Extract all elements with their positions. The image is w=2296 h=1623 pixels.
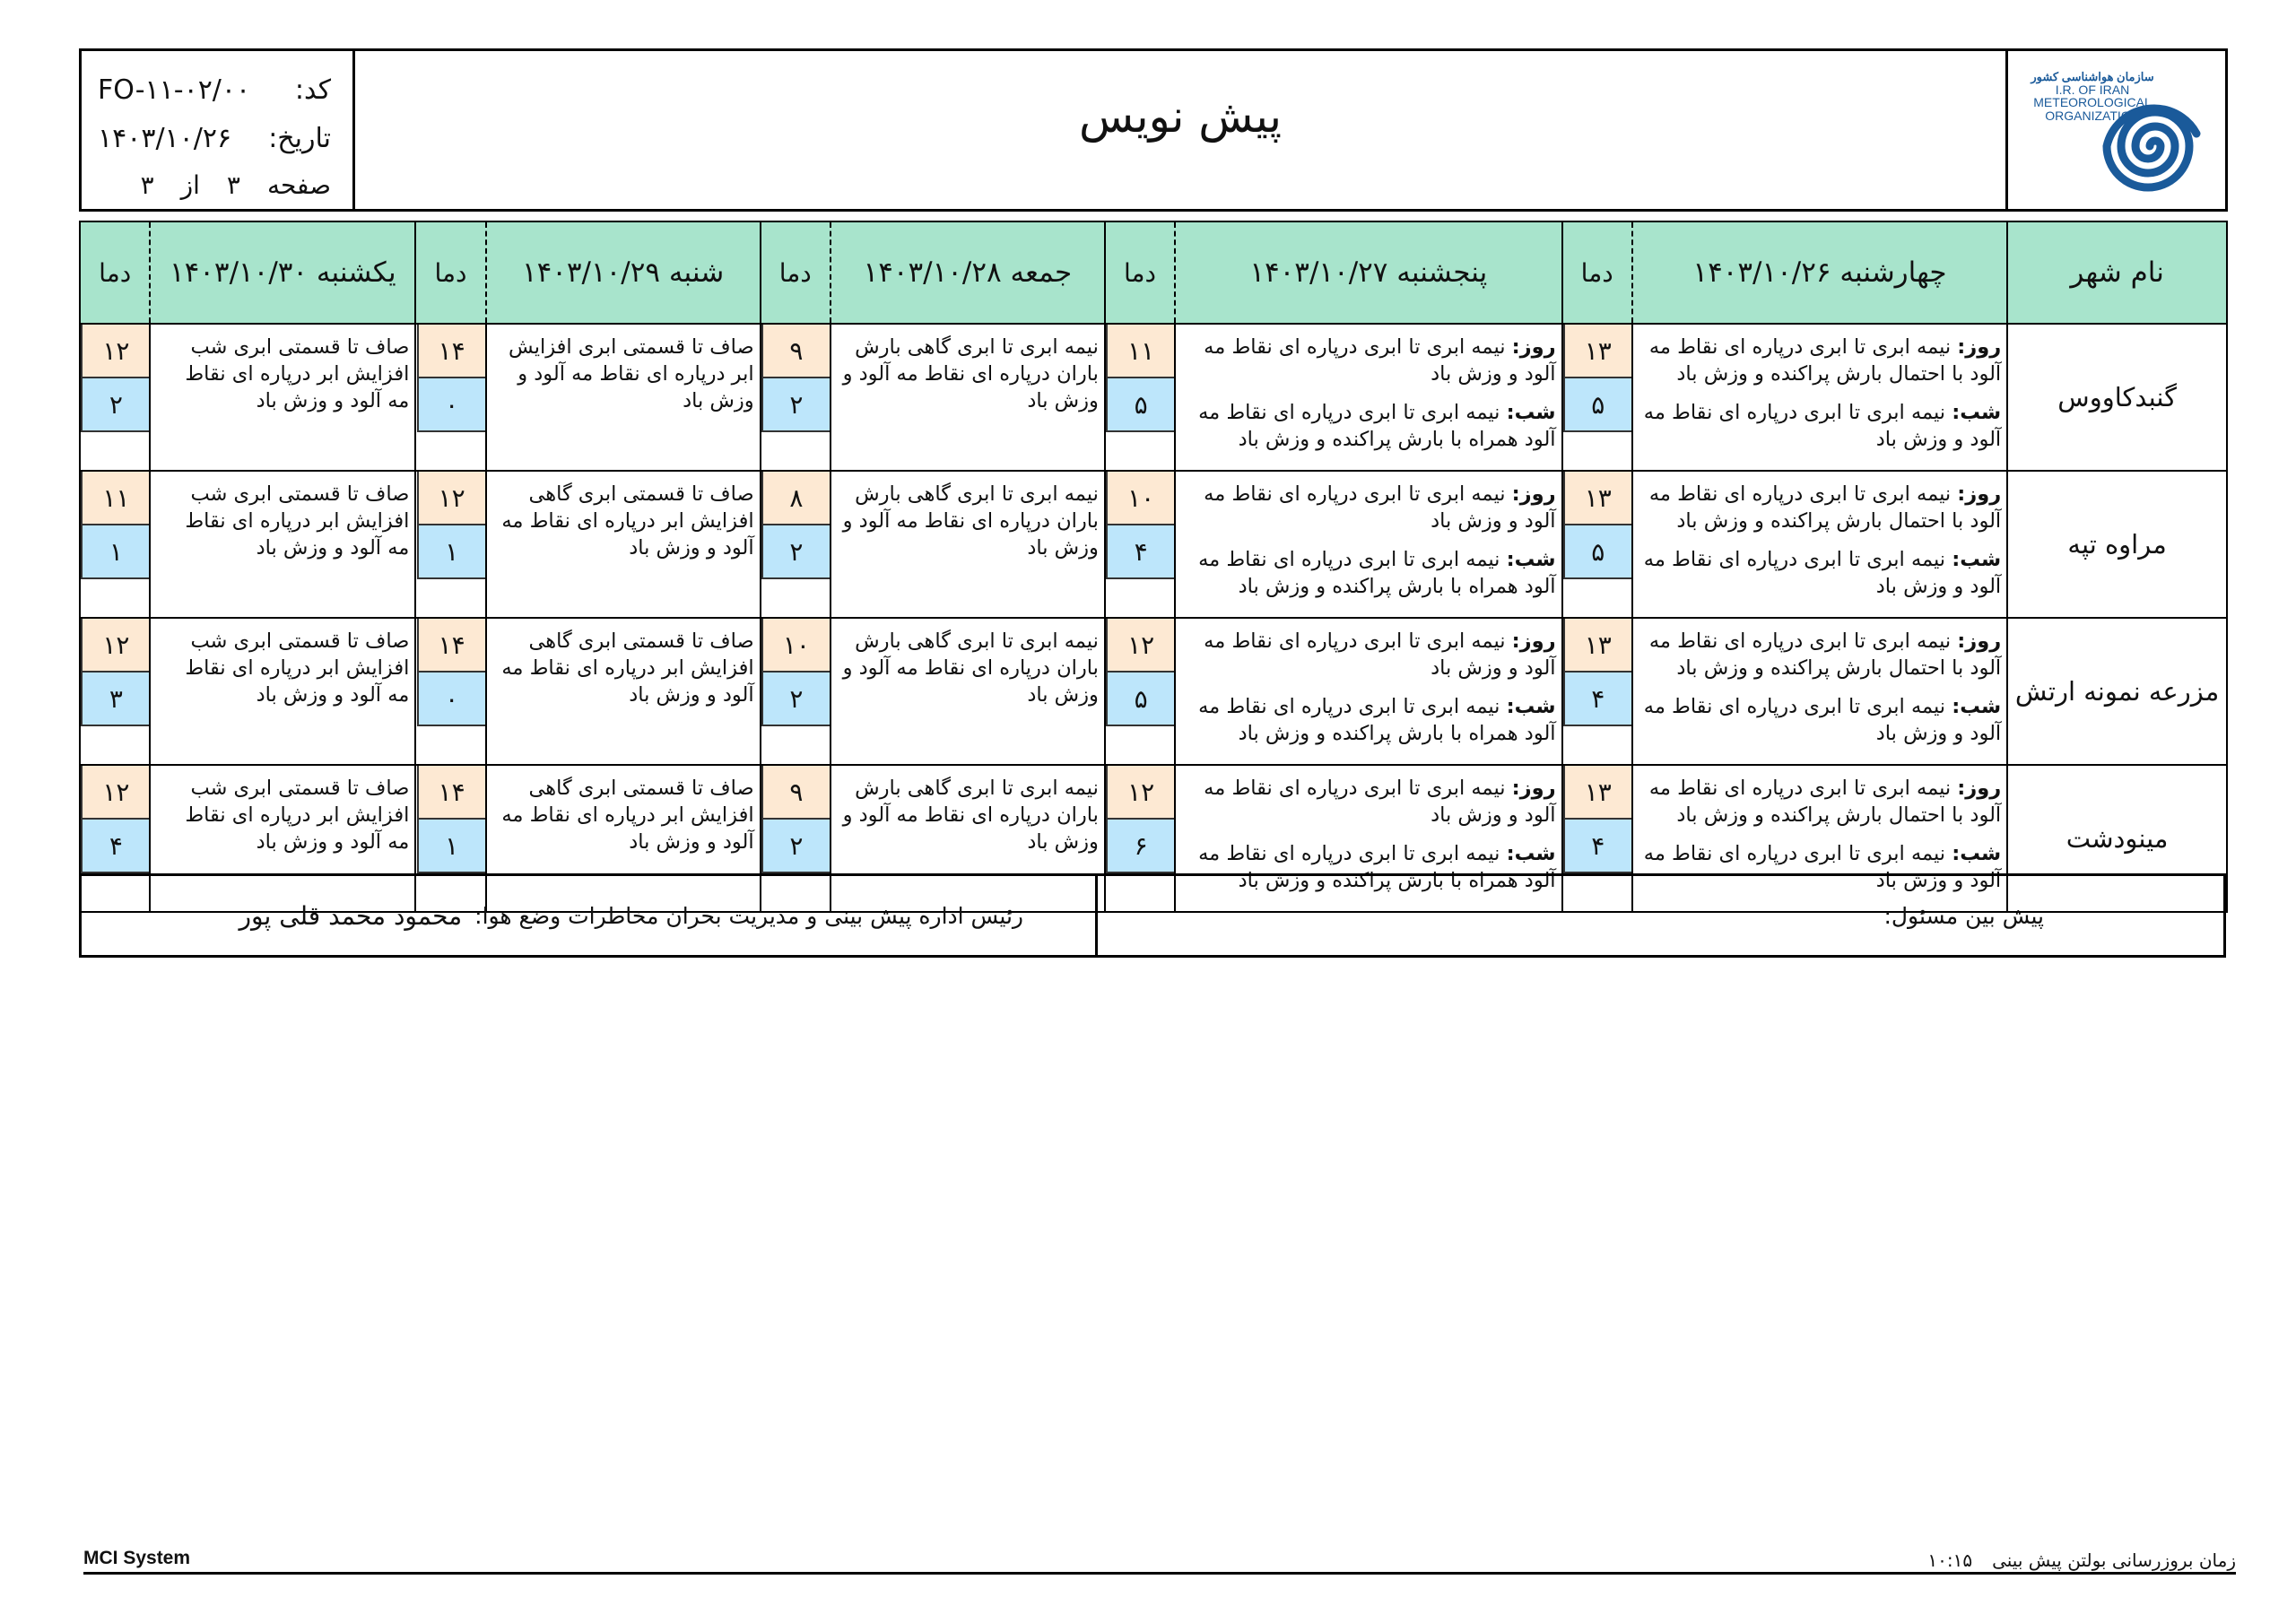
max-temp: ۱۳ (1563, 325, 1631, 378)
day-forecast: نیمه ابری تا ابری درپاره ای نقاط مه آلود با احتمال بارش پراکنده و وزش باد (1648, 335, 2002, 386)
day-label: روز: (1511, 777, 1556, 800)
temperature-cell (415, 324, 485, 471)
min-temp: ۱ (417, 820, 485, 873)
max-temp: ۱۲ (417, 472, 485, 525)
temp-header: دما (1562, 221, 1632, 324)
forecast-cell (486, 618, 761, 765)
day-label: روز: (1957, 482, 2002, 506)
max-temp: ۸ (761, 472, 830, 525)
city-name: مزرعه نمونه ارتش (2007, 618, 2227, 765)
max-temp: ۱۰ (761, 619, 830, 673)
day-header: پنجشنبه ۱۴۰۳/۱۰/۲۷ (1175, 221, 1561, 324)
document-title: پیش نویس (1078, 91, 1283, 143)
night-forecast: نیمه ابری تا ابری درپاره ای نقاط مه آلود همراه با بارش پراکنده و وزش باد (1198, 842, 1556, 892)
min-temp: ۲ (761, 673, 830, 726)
table-row (80, 471, 2227, 618)
max-temp: ۹ (761, 325, 830, 378)
night-label: شب: (1506, 842, 1556, 865)
temperature-cell (415, 471, 485, 618)
min-temp: ۳ (81, 673, 149, 726)
max-temp: ۱۴ (417, 325, 485, 378)
code-value: FO-۱۱-۰۲/۰۰ (98, 74, 251, 106)
min-temp: ۵ (1563, 525, 1631, 579)
min-temp: ۲ (761, 820, 830, 873)
temperature-cell (1105, 324, 1175, 471)
day-label: روز: (1511, 629, 1556, 653)
night-forecast: نیمه ابری تا ابری درپاره ای نقاط مه آلود همراه با بارش پراکنده و وزش باد (1198, 548, 1556, 598)
document-info (82, 51, 355, 209)
page-total: ۳ (140, 169, 154, 200)
forecaster-section (1095, 876, 2223, 955)
table-row (80, 618, 2227, 765)
logo-en-line1: I.R. OF IRAN (2055, 82, 2130, 97)
forecast-cell (1632, 324, 2007, 471)
page-row (98, 162, 331, 207)
forecast-text: نیمه ابری تا ابری گاهی بارش باران درپاره ای نقاط مه آلود و وزش باد (842, 629, 1099, 707)
temperature-cell (80, 471, 150, 618)
temperature-cell (761, 618, 831, 765)
night-forecast: نیمه ابری تا ابری درپاره ای نقاط مه آلود و وزش باد (1643, 401, 2002, 451)
forecast-cell (831, 618, 1105, 765)
signature-box (79, 873, 2226, 958)
head-name: محمود محمد قلی پور (239, 900, 463, 931)
city-name: گنبدکاووس (2007, 324, 2227, 471)
temperature-cell (761, 324, 831, 471)
min-temp: ۰ (417, 378, 485, 432)
min-temp: ۰ (417, 673, 485, 726)
date-row (98, 114, 331, 162)
day-header: جمعه ۱۴۰۳/۱۰/۲۸ (831, 221, 1105, 324)
forecast-text: صاف تا قسمتی ابری گاهی افزایش ابر درپاره ای نقاط مه آلود و وزش باد (501, 482, 754, 560)
forecast-cell (1632, 618, 2007, 765)
min-temp: ۲ (761, 378, 830, 432)
system-name: MCI System (83, 1548, 191, 1568)
temperature-cell (761, 471, 831, 618)
min-temp: ۱ (417, 525, 485, 579)
day-forecast: نیمه ابری تا ابری درپاره ای نقاط مه آلود و وزش باد (1204, 629, 1556, 680)
night-forecast: نیمه ابری تا ابری درپاره ای نقاط مه آلود همراه با بارش پراکنده و وزش باد (1198, 695, 1556, 745)
night-forecast: نیمه ابری تا ابری درپاره ای نقاط مه آلود همراه با بارش پراکنده و وزش باد (1198, 401, 1556, 451)
city-column-header: نام شهر (2007, 221, 2227, 324)
date-value: ۱۴۰۳/۱۰/۲۶ (98, 122, 232, 154)
code-row (98, 65, 331, 114)
night-label: شب: (1506, 548, 1556, 571)
page-current: ۳ (226, 169, 240, 200)
update-label: زمان بروزرسانی بولتن پیش بینی (1992, 1549, 2236, 1571)
temperature-cell (1562, 471, 1632, 618)
temperature-cell (80, 618, 150, 765)
forecast-text: صاف تا قسمتی ابری شب افزایش ابر درپاره ای نقاط مه آلود و وزش باد (185, 335, 410, 412)
logo-swirl-icon (2100, 91, 2211, 202)
day-header: یکشنبه ۱۴۰۳/۱۰/۳۰ (150, 221, 415, 324)
code-label: کد: (294, 74, 331, 106)
update-time: ۱۰:۱۵ (1927, 1549, 1973, 1571)
forecast-cell (486, 471, 761, 618)
min-temp: ۶ (1106, 820, 1174, 873)
min-temp: ۵ (1106, 673, 1174, 726)
head-label: رئیس اداره پیش بینی و مدیریت بحران مخاطرات وضع هوا: (474, 902, 1023, 929)
night-label: شب: (1952, 548, 2002, 571)
day-forecast: نیمه ابری تا ابری درپاره ای نقاط مه آلود با احتمال بارش پراکنده و وزش باد (1648, 629, 2002, 680)
forecast-cell (1175, 324, 1561, 471)
forecast-text: صاف تا قسمتی ابری شب افزایش ابر درپاره ای نقاط مه آلود و وزش باد (185, 777, 410, 854)
forecaster-label: پیش بین مسئول: (1883, 902, 2044, 929)
max-temp: ۱۴ (417, 619, 485, 673)
min-temp: ۵ (1563, 378, 1631, 432)
forecast-text: صاف تا قسمتی ابری شب افزایش ابر درپاره ای نقاط مه آلود و وزش باد (185, 482, 410, 560)
day-forecast: نیمه ابری تا ابری درپاره ای نقاط مه آلود و وزش باد (1204, 777, 1556, 827)
temp-header: دما (1105, 221, 1175, 324)
date-label: تاریخ: (268, 122, 331, 154)
forecast-cell (150, 471, 415, 618)
max-temp: ۱۴ (417, 766, 485, 820)
max-temp: ۹ (761, 766, 830, 820)
max-temp: ۱۱ (81, 472, 149, 525)
forecast-text: نیمه ابری تا ابری گاهی بارش باران درپاره ای نقاط مه آلود و وزش باد (842, 482, 1099, 560)
min-temp: ۲ (761, 525, 830, 579)
max-temp: ۱۲ (81, 619, 149, 673)
day-header: شنبه ۱۴۰۳/۱۰/۲۹ (486, 221, 761, 324)
forecast-cell (150, 324, 415, 471)
city-name: مراوه تپه (2007, 471, 2227, 618)
max-temp: ۱۲ (81, 766, 149, 820)
logo-en-line2: METEOROLOGICAL (2033, 95, 2152, 110)
forecast-cell (831, 471, 1105, 618)
temperature-cell (80, 324, 150, 471)
forecast-cell (1175, 471, 1561, 618)
temp-header: دما (761, 221, 831, 324)
page-of: از (180, 169, 200, 200)
min-temp: ۵ (1106, 378, 1174, 432)
head-section (82, 876, 1095, 955)
logo-cell (2005, 51, 2225, 209)
min-temp: ۴ (1563, 673, 1631, 726)
day-header: چهارشنبه ۱۴۰۳/۱۰/۲۶ (1632, 221, 2007, 324)
forecast-cell (486, 324, 761, 471)
temperature-cell (1105, 618, 1175, 765)
logo-fa-name: سازمان هواشناسی کشور (2031, 70, 2154, 83)
max-temp: ۱۰ (1106, 472, 1174, 525)
forecast-text: صاف تا قسمتی ابری گاهی افزایش ابر درپاره ای نقاط مه آلود و وزش باد (501, 629, 754, 707)
page-footer (83, 1548, 2236, 1575)
night-forecast: نیمه ابری تا ابری درپاره ای نقاط مه آلود و وزش باد (1643, 842, 2002, 892)
min-temp: ۴ (1106, 525, 1174, 579)
night-label: شب: (1952, 695, 2002, 718)
temperature-cell (1562, 324, 1632, 471)
day-forecast: نیمه ابری تا ابری درپاره ای نقاط مه آلود با احتمال بارش پراکنده و وزش باد (1648, 777, 2002, 827)
night-label: شب: (1506, 401, 1556, 424)
forecast-text: نیمه ابری تا ابری گاهی بارش باران درپاره ای نقاط مه آلود و وزش باد (842, 777, 1099, 854)
temperature-cell (415, 618, 485, 765)
forecast-cell (1632, 471, 2007, 618)
max-temp: ۱۲ (1106, 766, 1174, 820)
logo-en-line3: ORGANIZATION (2045, 108, 2140, 124)
update-info (1927, 1549, 2236, 1571)
night-forecast: نیمه ابری تا ابری درپاره ای نقاط مه آلود و وزش باد (1643, 548, 2002, 598)
forecast-text: صاف تا قسمتی ابری گاهی افزایش ابر درپاره ای نقاط مه آلود و وزش باد (501, 777, 754, 854)
night-label: شب: (1952, 401, 2002, 424)
temp-header: دما (80, 221, 150, 324)
day-forecast: نیمه ابری تا ابری درپاره ای نقاط مه آلود و وزش باد (1204, 482, 1556, 533)
min-temp: ۴ (1563, 820, 1631, 873)
min-temp: ۱ (81, 525, 149, 579)
page-label: صفحه (266, 169, 331, 200)
day-label: روز: (1957, 629, 2002, 653)
max-temp: ۱۲ (81, 325, 149, 378)
forecast-text: صاف تا قسمتی ابری افزایش ابر درپاره ای نقاط مه آلود و وزش باد (509, 335, 754, 412)
forecast-text: نیمه ابری تا ابری گاهی بارش باران درپاره ای نقاط مه آلود و وزش باد (842, 335, 1099, 412)
day-label: روز: (1511, 482, 1556, 506)
night-forecast: نیمه ابری تا ابری درپاره ای نقاط مه آلود و وزش باد (1643, 695, 2002, 745)
forecast-cell (831, 324, 1105, 471)
max-temp: ۱۳ (1563, 472, 1631, 525)
day-forecast: نیمه ابری تا ابری درپاره ای نقاط مه آلود با احتمال بارش پراکنده و وزش باد (1648, 482, 2002, 533)
day-forecast: نیمه ابری تا ابری درپاره ای نقاط مه آلود و وزش باد (1204, 335, 1556, 386)
min-temp: ۴ (81, 820, 149, 873)
forecast-text: صاف تا قسمتی ابری شب افزایش ابر درپاره ای نقاط مه آلود و وزش باد (185, 629, 410, 707)
temperature-cell (1105, 471, 1175, 618)
document-header (79, 48, 2228, 212)
max-temp: ۱۳ (1563, 619, 1631, 673)
forecast-cell (150, 618, 415, 765)
min-temp: ۲ (81, 378, 149, 432)
forecast-table (79, 221, 2228, 913)
day-label: روز: (1511, 335, 1556, 359)
table-row (80, 324, 2227, 471)
day-label: روز: (1957, 335, 2002, 359)
table-header-row (80, 221, 2227, 324)
max-temp: ۱۲ (1106, 619, 1174, 673)
max-temp: ۱۱ (1106, 325, 1174, 378)
city-name: مینودشت (2007, 765, 2227, 912)
night-label: شب: (1506, 695, 1556, 718)
day-label: روز: (1957, 777, 2002, 800)
max-temp: ۱۳ (1563, 766, 1631, 820)
night-label: شب: (1952, 842, 2002, 865)
temperature-cell (1562, 618, 1632, 765)
title-cell (355, 51, 2005, 209)
organization-logo (2030, 64, 2209, 204)
temp-header: دما (415, 221, 485, 324)
forecast-cell (1175, 618, 1561, 765)
